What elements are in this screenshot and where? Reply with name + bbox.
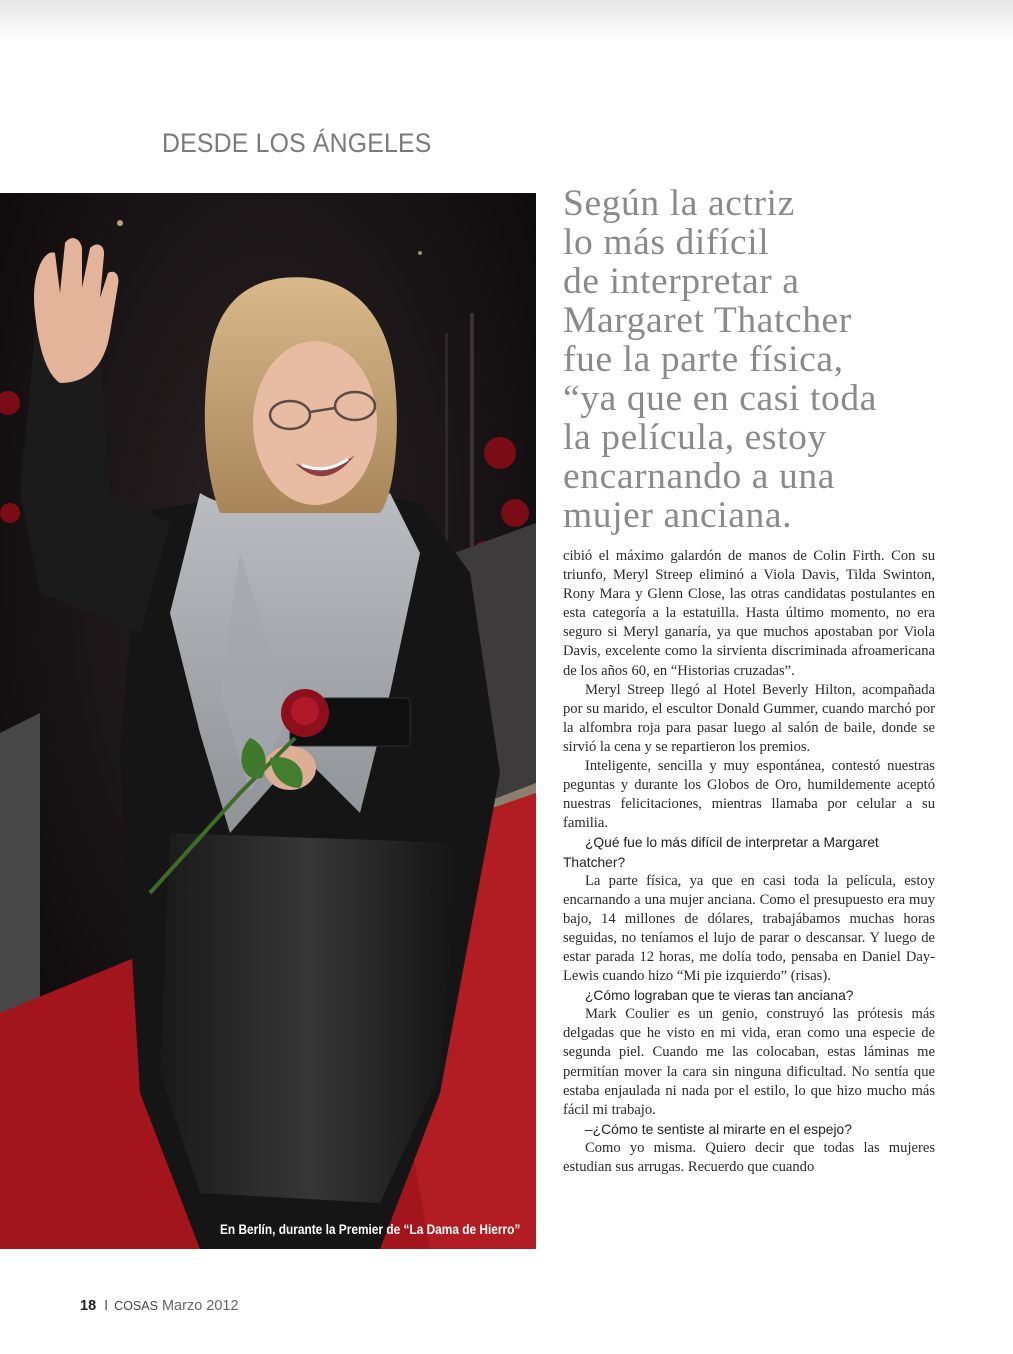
interview-answer: Como yo misma. Quiero decir que todas las mujeres estudian sus arrugas. Recuerdo que cuando <box>563 1139 935 1175</box>
headline-line: “ya que en casi toda <box>563 378 877 419</box>
photo-illustration <box>0 193 536 1249</box>
page-top-shade <box>0 0 1013 40</box>
interview-question: ¿Qué fue lo más difícil de interpretar a Margaret Thatcher? <box>563 835 879 870</box>
article-body <box>563 547 935 1177</box>
photo-caption: En Berlín, durante la Premier de “La Dama de Hierro” <box>219 1222 520 1237</box>
headline <box>563 184 983 535</box>
page-number: 18 <box>80 1298 97 1314</box>
headline-line: mujer anciana. <box>563 495 793 536</box>
headline-line: fue la parte física, <box>563 339 844 380</box>
issue-date: Marzo 2012 <box>161 1298 239 1314</box>
article-photo <box>0 193 536 1249</box>
page-footer <box>80 1298 239 1314</box>
interview-question: –¿Cómo te sentiste al mirarte en el espejo? <box>585 1121 852 1137</box>
interview-answer: Mark Coulier es un genio, construyó las prótesis más delgadas que he visto en mi vida, eran como una especie de segunda piel. Cuando me las colocaban, estas láminas me permitían mover la cara sin ninguna dificultad. No sentía que estaba enjaulada ni nada por el estilo, lo que hizo mucho más fácil mi trabajo. <box>563 1006 935 1118</box>
interview-question: ¿Cómo lograban que te vieras tan anciana? <box>585 988 854 1004</box>
footer-separator: I <box>104 1298 109 1314</box>
article-paragraph: Meryl Streep llegó al Hotel Beverly Hilton, acompañada por su marido, el escultor Donald Gummer, cuando marchó por la alfombra roja para pasar luego al salón de baile, donde se sirvió la cena y se repartieron los premios. <box>563 681 935 755</box>
headline-line: Margaret Thatcher <box>563 300 852 341</box>
section-title: DESDE LOS ÁNGELES <box>162 128 432 158</box>
interview-answer: La parte física, ya que en casi toda la película, estoy encarnando a una mujer anciana. Como el presupuesto era muy bajo, 14 millones de dólares, trabajábamos muchas horas seguidas, no teníamos el lujo de parar o descansar. Y luego de estar parada 12 horas, me dolía todo, pensaba en Daniel Day-Lewis cuando hizo “Mi pie izquierdo” (risas). <box>563 872 935 985</box>
article-paragraph: Inteligente, sencilla y muy espontánea, contestó nuestras peguntas y durante los Globos de Oro, humildemente aceptó nuestras felicitaciones, mientras llamaba por celular a su familia. <box>563 758 935 832</box>
headline-line: encarnando a una <box>563 456 835 497</box>
magazine-name: COSAS <box>114 1299 158 1313</box>
headline-line: la película, estoy <box>563 417 827 458</box>
headline-line: de interpretar a <box>563 261 800 302</box>
article-paragraph: cibió el máximo galardón de manos de Colin Firth. Con su triunfo, Meryl Streep eliminó a Viola Davis, Tilda Swinton, Rony Mara y Glenn Close, las otras candidatas postulantes en esta categoría a la estatuilla. Hasta último momento, no era seguro si Meryl ganaría, ya que muchos apostaban por Viola Davis, excelente como la sirvienta discriminada afroamericana de los años 60, en “Historias cruzadas”. <box>563 548 935 679</box>
headline-line: lo más difícil <box>563 222 770 263</box>
headline-line: Según la actriz <box>563 183 795 224</box>
